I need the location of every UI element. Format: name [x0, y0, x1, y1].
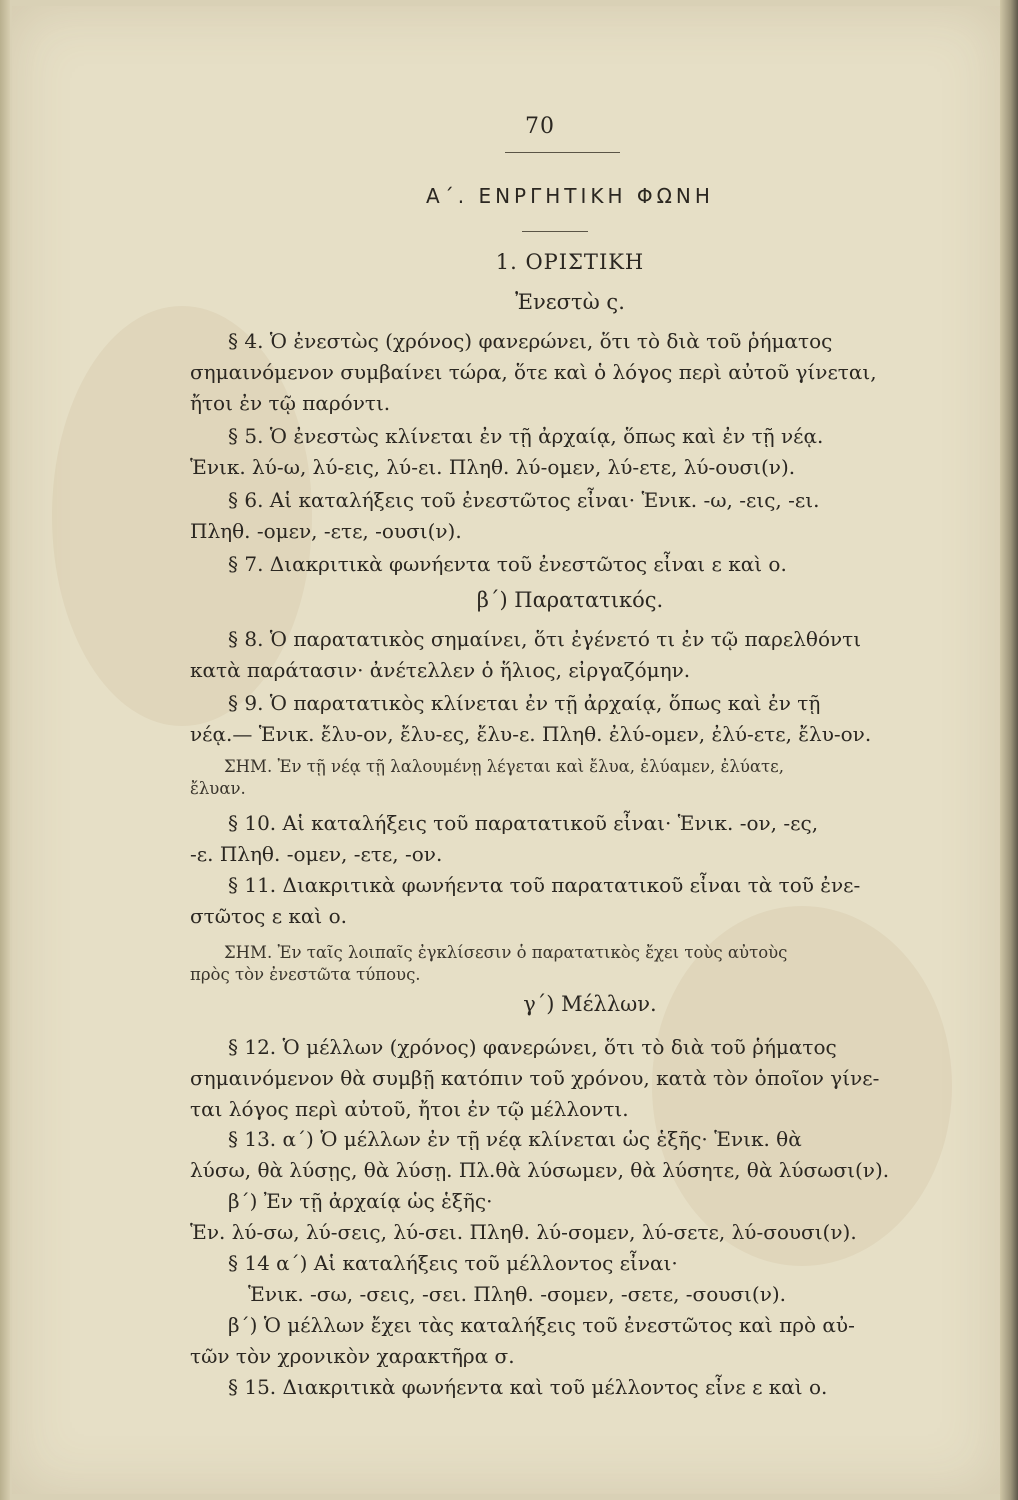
paragraph-14: [190, 1248, 930, 1372]
note-2: [190, 942, 930, 986]
paragraph-line: Πληθ. -ομεν, -ετε, -ουσι(ν).: [190, 519, 462, 543]
paragraph-line: -ε. Πληθ. -ομεν, -ετε, -ον.: [190, 842, 443, 866]
paragraph-11: [190, 870, 930, 932]
note-line: πρὸς τὸν ἐνεστῶτα τύπους.: [190, 965, 421, 984]
paragraph-line: § 15. Διακριτικὰ φωνήεντα καὶ τοῦ μέλλοντος εἶνε ε καὶ ο.: [228, 1375, 828, 1399]
paragraph-12: [190, 1032, 930, 1125]
paragraph-line: § 13. α΄) Ὁ μέλλων ἐν τῇ νέᾳ κλίνεται ὡς ἑξῆς· Ἑνικ. θὰ: [228, 1127, 802, 1151]
paragraph-line: § 4. Ὁ ἐνεστὼς (χρόνος) φανερώνει, ὅτι τὸ διὰ τοῦ ῥήματος: [228, 329, 833, 353]
paragraph-line: § 14 α΄) Αἱ καταλήξεις τοῦ μέλλοντος εἶναι·: [228, 1251, 678, 1275]
book-spine-shadow: [0, 0, 10, 1500]
paragraph-line: § 8. Ὁ παρατατικὸς σημαίνει, ὅτι ἐγένετό τι ἐν τῷ παρελθόντι: [228, 627, 862, 651]
paragraph-line: Ἑνικ. -σω, -σεις, -σει. Πληθ. -σομεν, -σετε, -σουσι(ν).: [248, 1282, 787, 1306]
paragraph-line: ἤτοι ἐν τῷ παρόντι.: [190, 391, 391, 415]
paragraph-7: [190, 549, 930, 580]
paragraph-line: β΄) Ὁ μέλλων ἔχει τὰς καταλήξεις τοῦ ἐνεστῶτος καὶ πρὸ αὐ-: [228, 1313, 855, 1337]
paragraph-line: § 11. Διακριτικὰ φωνήεντα τοῦ παρατατικοῦ εἶναι τὰ τοῦ ἐνε-: [228, 873, 861, 897]
paragraph-line: § 9. Ὁ παρατατικὸς κλίνεται ἐν τῇ ἀρχαίᾳ, ὅπως καὶ ἐν τῇ: [228, 691, 821, 715]
paragraph-line: β΄) Ἐν τῇ ἀρχαίᾳ ὡς ἑξῆς·: [228, 1189, 493, 1213]
section-rule: [522, 231, 588, 232]
paragraph-line: ται λόγος περὶ αὐτοῦ, ἤτοι ἐν τῷ μέλλοντι.: [190, 1097, 629, 1121]
paragraph-line: § 5. Ὁ ἐνεστὼς κλίνεται ἐν τῇ ἀρχαίᾳ, ὅπως καὶ ἐν τῇ νέᾳ.: [228, 424, 824, 448]
paragraph-line: νέᾳ.— Ἑνικ. ἔλυ-ον, ἔλυ-ες, ἔλυ-ε. Πληθ. ἐλύ-ομεν, ἐλύ-ετε, ἔλυ-ον.: [190, 722, 872, 746]
paragraph-13: [190, 1124, 930, 1248]
paragraph-line: σημαινόμενον θὰ συμβῇ κατόπιν τοῦ χρόνου, κατὰ τὸν ὁποῖον γίνε-: [190, 1066, 880, 1090]
paragraph-line: σημαινόμενον συμβαίνει τώρα, ὅτε καὶ ὁ λόγος περὶ αὐτοῦ γίνεται,: [190, 360, 877, 384]
note-line: ἔλυαν.: [190, 779, 246, 798]
paragraph-line: § 12. Ὁ μέλλων (χρόνος) φανερώνει, ὅτι τὸ διὰ τοῦ ῥήματος: [228, 1035, 837, 1059]
page-edge-shadow: [1000, 0, 1018, 1500]
paragraph-line: τῶν τὸν χρονικὸν χαρακτῆρα σ.: [190, 1344, 515, 1368]
paragraph-6: [190, 485, 930, 547]
paragraph-line: § 7. Διακριτικὰ φωνήεντα τοῦ ἐνεστῶτος εἶναι ε καὶ ο.: [228, 552, 787, 576]
future-tense-title: γ΄) Μέλλων.: [523, 992, 657, 1016]
paragraph-10: [190, 808, 930, 870]
paragraph-line: Ἑν. λύ-σω, λύ-σεις, λύ-σει. Πληθ. λύ-σομεν, λύ-σετε, λύ-σουσι(ν).: [190, 1220, 857, 1244]
voice-title: Α΄. ΕΝΡΓΗΤΙΚΗ ΦΩΝΗ: [426, 184, 714, 208]
imperfect-tense-title: β΄) Παρατατικός.: [476, 588, 664, 612]
note-1: [190, 756, 930, 800]
paragraph-5: [190, 421, 930, 483]
paragraph-line: § 10. Αἱ καταλήξεις τοῦ παρατατικοῦ εἶναι· Ἑνικ. -ον, -ες,: [228, 811, 819, 835]
present-tense-title: Ἐνεστὼ ς.: [515, 290, 625, 314]
paragraph-15: [190, 1372, 930, 1403]
paragraph-line: Ἑνικ. λύ-ω, λύ-εις, λύ-ει. Πληθ. λύ-ομεν, λύ-ετε, λύ-ουσι(ν).: [190, 455, 796, 479]
note-line: ΣΗΜ. Ἐν τῇ νέᾳ τῇ λαλουμένῃ λέγεται καὶ ἔλυα, ἐλύαμεν, ἐλύατε,: [224, 757, 784, 776]
page-number: 70: [525, 114, 555, 139]
paragraph-line: κατὰ παράτασιν· ἀνέτελλεν ὁ ἥλιος, εἰργαζόμην.: [190, 658, 691, 682]
mood-title: 1. ΟΡΙΣΤΙΚΗ: [495, 250, 645, 274]
paragraph-8: [190, 624, 930, 686]
paragraph-9: [190, 688, 930, 750]
paragraph-4: [190, 326, 930, 419]
header-rule: [505, 152, 620, 153]
paragraph-line: § 6. Αἱ καταλήξεις τοῦ ἐνεστῶτος εἶναι· Ἑνικ. -ω, -εις, -ει.: [228, 488, 820, 512]
paragraph-line: στῶτος ε καὶ ο.: [190, 904, 348, 928]
note-line: ΣΗΜ. Ἐν ταῖς λοιπαῖς ἐγκλίσεσιν ὁ παρατατικὸς ἔχει τοὺς αὐτοὺς: [224, 943, 788, 962]
paragraph-line: λύσω, θὰ λύσῃς, θὰ λύσῃ. Πλ.θὰ λύσωμεν, θὰ λύσητε, θὰ λύσωσι(ν).: [190, 1158, 890, 1182]
